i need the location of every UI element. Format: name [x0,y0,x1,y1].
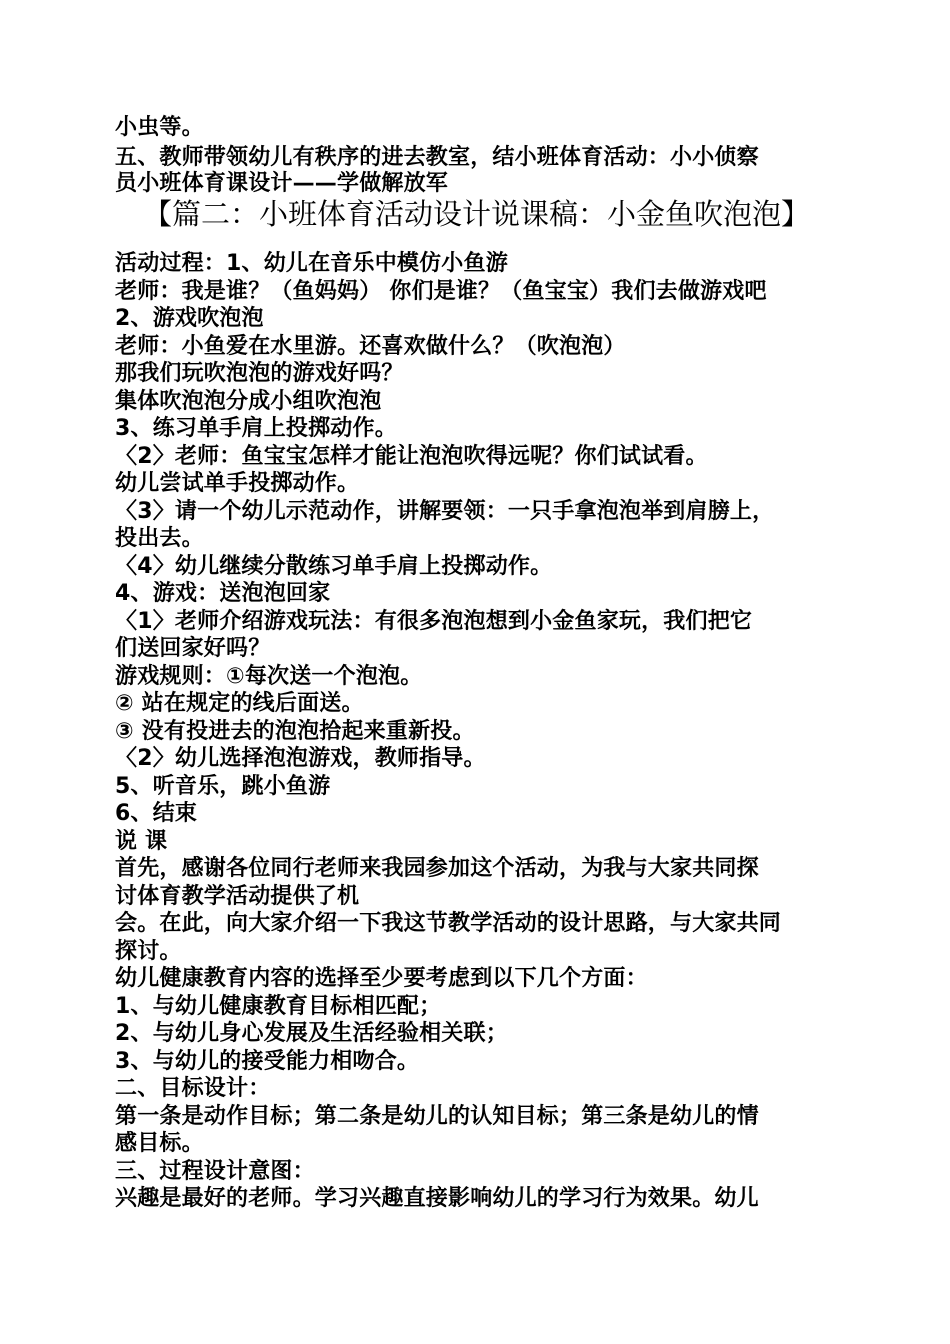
text-line: ③ 没有投进去的泡泡拾起来重新投。 [115,719,475,744]
text-line: 三、过程设计意图： [115,1159,315,1184]
text-line: 2、游戏吹泡泡 [115,306,264,331]
text-line: 2、与幼儿身心发展及生活经验相关联； [115,1021,508,1046]
text-line: 3、练习单手肩上投掷动作。 [115,416,397,441]
text-line: 们送回家好吗？ [115,636,271,661]
text-line: 五、教师带领幼儿有秩序的进去教室，结小班体育活动：小小侦察 [115,145,759,170]
text-line: 第一条是动作目标；第二条是幼儿的认知目标；第三条是幼儿的情 [115,1104,759,1129]
text-line: 会。在此，向大家介绍一下我这节教学活动的设计思路，与大家共同 [115,911,782,936]
text-line: 二、目标设计： [115,1076,271,1101]
text-line: 〈1〉老师介绍游戏玩法：有很多泡泡想到小金鱼家玩，我们把它 [115,609,753,634]
text-line: 3、与幼儿的接受能力相吻合。 [115,1049,420,1074]
section-heading: 【篇二：小班体育活动设计说课稿：小金鱼吹泡泡】 [143,197,811,231]
text-line: 那我们玩吹泡泡的游戏好吗？ [115,361,404,386]
text-line: 〈4〉幼儿继续分散练习单手肩上投掷动作。 [115,554,553,579]
text-line: 探讨。 [115,939,182,964]
text-line: 活动过程：1、幼儿在音乐中模仿小鱼游 [115,251,508,276]
text-line: 4、游戏：送泡泡回家 [115,581,331,606]
text-line: 集体吹泡泡分成小组吹泡泡 [115,389,382,414]
text-line: 6、结束 [115,801,198,826]
text-line: 感目标。 [115,1131,204,1156]
text-line: 小虫等。 [115,115,204,140]
text-line: ② 站在规定的线后面送。 [115,691,364,716]
text-line: 说 课 [115,829,168,854]
text-line: 〈2〉幼儿选择泡泡游戏，教师指导。 [115,746,486,771]
text-line: 首先，感谢各位同行老师来我园参加这个活动，为我与大家共同探 [115,856,759,881]
text-line: 〈3〉请一个幼儿示范动作，讲解要领：一只手拿泡泡举到肩膀上， [115,499,775,524]
text-line: 1、与幼儿健康教育目标相匹配； [115,994,442,1019]
text-line: 幼儿尝试单手投掷动作。 [115,471,360,496]
text-line: 讨体育教学活动提供了机 [115,884,360,909]
text-line: 老师：小鱼爱在水里游。还喜欢做什么？（吹泡泡） [115,334,626,359]
text-line: 游戏规则：①每次送一个泡泡。 [115,664,423,689]
text-line: 〈2〉老师：鱼宝宝怎样才能让泡泡吹得远呢？你们试试看。 [115,444,708,469]
text-line: 投出去。 [115,526,204,551]
text-line: 员小班体育课设计——学做解放军 [115,171,449,196]
text-line: 老师：我是谁？（鱼妈妈） 你们是谁？（鱼宝宝）我们去做游戏吧 [115,279,767,304]
text-line: 兴趣是最好的老师。学习兴趣直接影响幼儿的学习行为效果。幼儿 [115,1186,759,1211]
text-line: 幼儿健康教育内容的选择至少要考虑到以下几个方面： [115,966,648,991]
text-line: 5、听音乐，跳小鱼游 [115,774,331,799]
